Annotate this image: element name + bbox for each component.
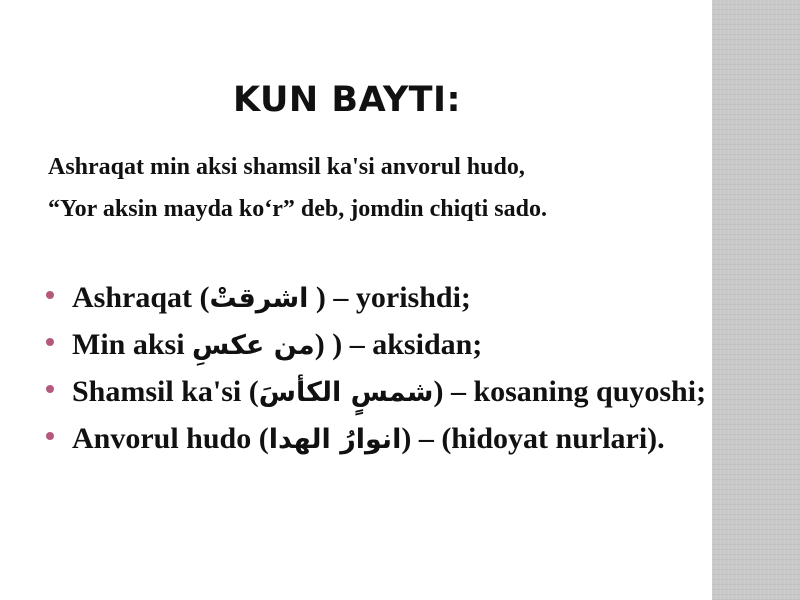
couplet	[48, 146, 547, 230]
term-text: Shamsil ka'si (	[72, 375, 259, 408]
couplet-line-1: Ashraqat min aksi shamsil ka'si anvorul hudo,	[48, 154, 525, 180]
bullet-icon	[46, 338, 54, 346]
term-text: Ashraqat (	[72, 281, 210, 314]
definition-text: ) ) – aksidan;	[314, 328, 483, 361]
definition-text: ) – (hidoyat nurlari).	[401, 422, 665, 455]
side-decoration-strip	[712, 0, 800, 600]
arabic-term: من عكسِ	[192, 330, 315, 361]
arabic-term: شمسٍ الكأسَ	[258, 377, 434, 408]
arabic-term: اشرقتْ	[209, 283, 309, 314]
bullet-icon	[46, 385, 54, 393]
glossary-list	[72, 278, 717, 466]
bullet-icon	[46, 291, 54, 299]
slide-title: KUN BAYTI:	[233, 80, 462, 120]
term-text: Min aksi	[72, 328, 193, 361]
list-item	[72, 372, 717, 413]
list-item	[72, 419, 717, 460]
couplet-line-2: “Yor aksin mayda ko‘r” deb, jomdin chiqti sado.	[48, 196, 547, 222]
list-item	[72, 325, 717, 366]
bullet-icon	[46, 432, 54, 440]
list-item	[72, 278, 717, 319]
definition-text: ) – kosaning quyoshi;	[433, 375, 707, 408]
arabic-term: انوارُ الهدا	[268, 424, 402, 455]
definition-text: ) – yorishdi;	[308, 281, 471, 314]
term-text: Anvorul hudo (	[72, 422, 269, 455]
